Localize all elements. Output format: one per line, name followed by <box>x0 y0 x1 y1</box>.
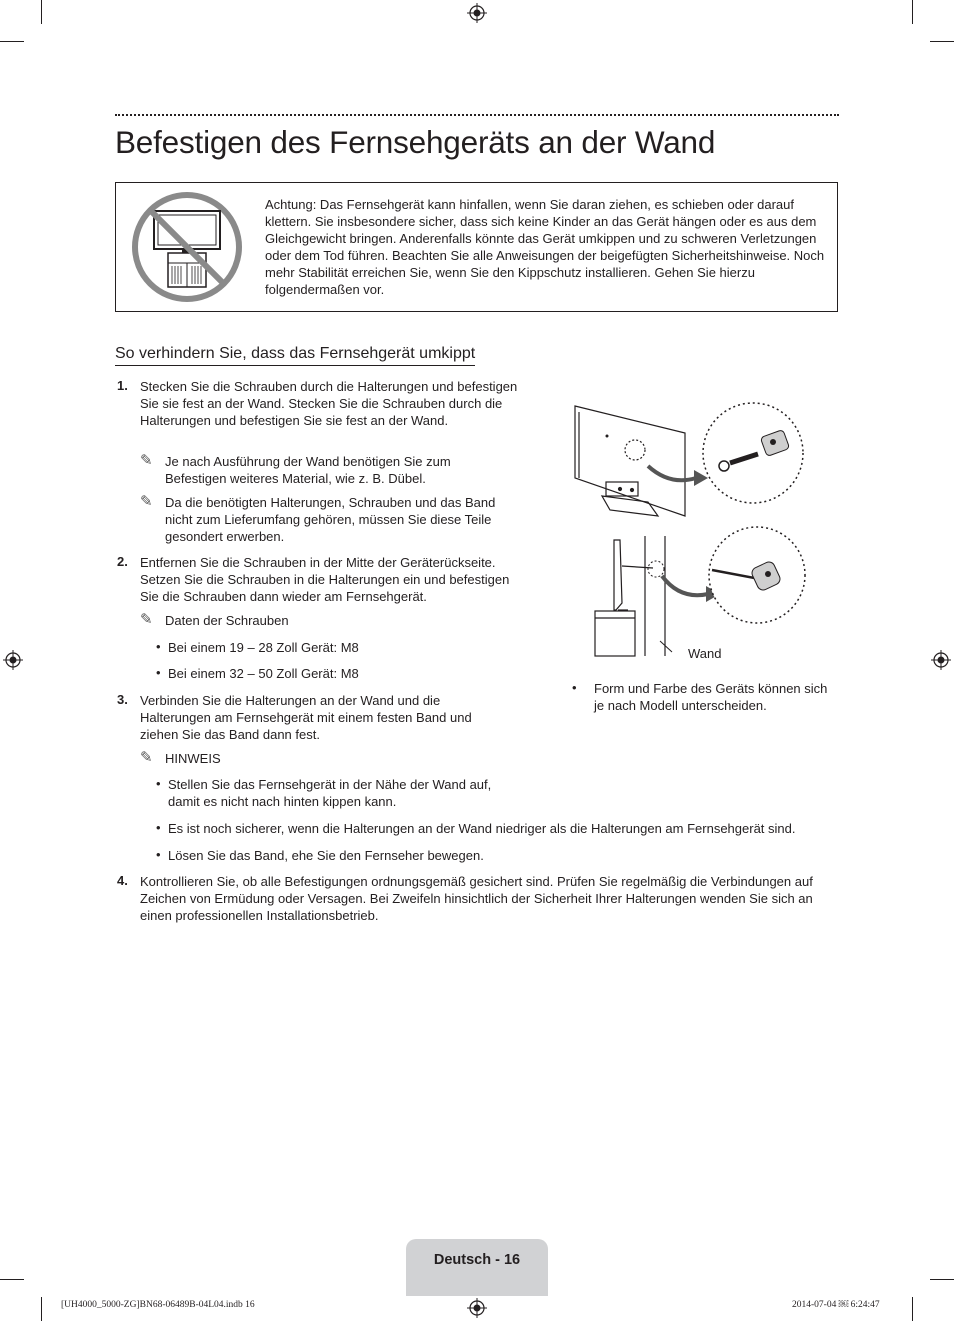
crop-mark <box>0 1279 24 1280</box>
step-number: 2. <box>117 554 128 569</box>
page-title: Befestigen des Fernsehgeräts an der Wand <box>115 124 716 160</box>
registration-mark-icon <box>931 650 951 670</box>
no-climbing-tv-icon <box>130 191 244 303</box>
registration-mark-icon <box>467 1298 487 1318</box>
title-rule <box>115 114 839 116</box>
registration-mark-icon <box>467 3 487 23</box>
bullet: • <box>156 847 161 862</box>
note-text: Je nach Ausführung der Wand benötigen Sie zum Befestigen weiteres Material, wie z. B. Dübel. <box>165 454 451 486</box>
crop-mark <box>41 1297 42 1321</box>
note-text: Da die benötigten Halterungen, Schrauben und das Band nicht zum Lieferumfang gehören, müssen Sie diese Teile gesondert erwerben. <box>165 495 496 544</box>
step-number: 3. <box>117 692 128 707</box>
crop-mark <box>41 0 42 24</box>
step-text: Entfernen Sie die Schrauben in der Mitte der Geräterückseite. Setzen Sie die Schrauben in die Halterungen ein und befestigen Sie die Schrauben dann wieder am Fernsehgerät. <box>140 555 510 604</box>
illustration-caption: Form und Farbe des Geräts können sich je nach Modell unterscheiden. <box>594 681 828 713</box>
note-pencil-icon: ✎ <box>140 452 153 469</box>
step-text: Verbinden Sie die Halterungen an der Wand und die Halterungen am Fernsehgerät mit einem festen Band und ziehen Sie das Band dann fest. <box>140 693 472 742</box>
wall-mount-illustration <box>570 398 810 668</box>
step-text: Kontrollieren Sie, ob alle Befestigungen ordnungsgemäß gesichert sind. Prüfen Sie regelmäßig die Verbindungen auf Zeichen von Ermüdung oder Versagen. Bei Zweifeln hinsichtlich der Sicherheit Ihrer Halterungen wenden Sie sich an einen professionellen Installationsbetrieb. <box>140 874 813 923</box>
crop-mark <box>912 0 913 24</box>
step-text: Stecken Sie die Schrauben durch die Halterungen und befestigen Sie sie fest an der Wand. Stecken Sie die Schrauben durch die Halterungen und befestigen Sie sie fest an der Wand. <box>140 379 518 428</box>
bullet-text: Lösen Sie das Band, ehe Sie den Fernseher bewegen. <box>168 848 484 863</box>
page-number: Deutsch - 16 <box>433 1252 521 1268</box>
bullet-text: Bei einem 19 – 28 Zoll Gerät: M8 <box>168 640 359 655</box>
bullet: • <box>156 665 161 680</box>
bullet: • <box>156 639 161 654</box>
section-heading: So verhindern Sie, dass das Fernsehgerät umkippt <box>115 345 475 366</box>
wall-label: Wand <box>688 646 722 661</box>
note-pencil-icon: ✎ <box>140 611 153 628</box>
bullet: • <box>572 680 577 695</box>
warning-label: Achtung <box>265 197 313 212</box>
print-slug-right: 2014-07-04 ￼ 6:24:47 <box>792 1300 880 1310</box>
bullet-text: Stellen Sie das Fernsehgerät in der Nähe der Wand auf, damit es nicht nach hinten kippen kann. <box>168 777 492 809</box>
crop-mark <box>930 41 954 42</box>
warning-body: : Das Fernsehgerät kann hinfallen, wenn Sie daran ziehen, es schieben oder darauf klettern. Sie insbesondere sicher, dass sich keine Kinder an das Gerät hängen oder es aus dem Gleichgewicht bringen. Anderenfalls könnte das Gerät umkippen und zu schweren Verletzungen oder dem Tod führen. Beachten Sie alle Anweisungen der beigefügten Sicherheitshinweise. Noch mehr Stabilität erreichen Sie, wenn Sie den Kippschutz installieren. Gehen Sie hierzu folgendermaßen vor. <box>265 197 825 297</box>
step-number: 1. <box>117 378 128 393</box>
crop-mark <box>930 1279 954 1280</box>
registration-mark-icon <box>3 650 23 670</box>
note-pencil-icon: ✎ <box>140 749 153 766</box>
step-number: 4. <box>117 873 128 888</box>
bullet: • <box>156 820 161 835</box>
tv-back-drawing <box>575 406 685 516</box>
bullet: • <box>156 776 161 791</box>
bullet-text: Es ist noch sicherer, wenn die Halterungen an der Wand niedriger als die Halterungen am Fernsehgerät sind. <box>168 821 796 836</box>
note-pencil-icon: ✎ <box>140 493 153 510</box>
note-heading: HINWEIS <box>165 751 221 766</box>
print-slug-left: [UH4000_5000-ZG]BN68-06489B-04L04.indb 16 <box>61 1300 255 1310</box>
bullet-text: Bei einem 32 – 50 Zoll Gerät: M8 <box>168 666 359 681</box>
crop-mark <box>0 41 24 42</box>
note-text: Daten der Schrauben <box>165 613 289 628</box>
crop-mark <box>912 1297 913 1321</box>
warning-text <box>265 196 831 298</box>
tv-side-drawing <box>595 536 665 656</box>
